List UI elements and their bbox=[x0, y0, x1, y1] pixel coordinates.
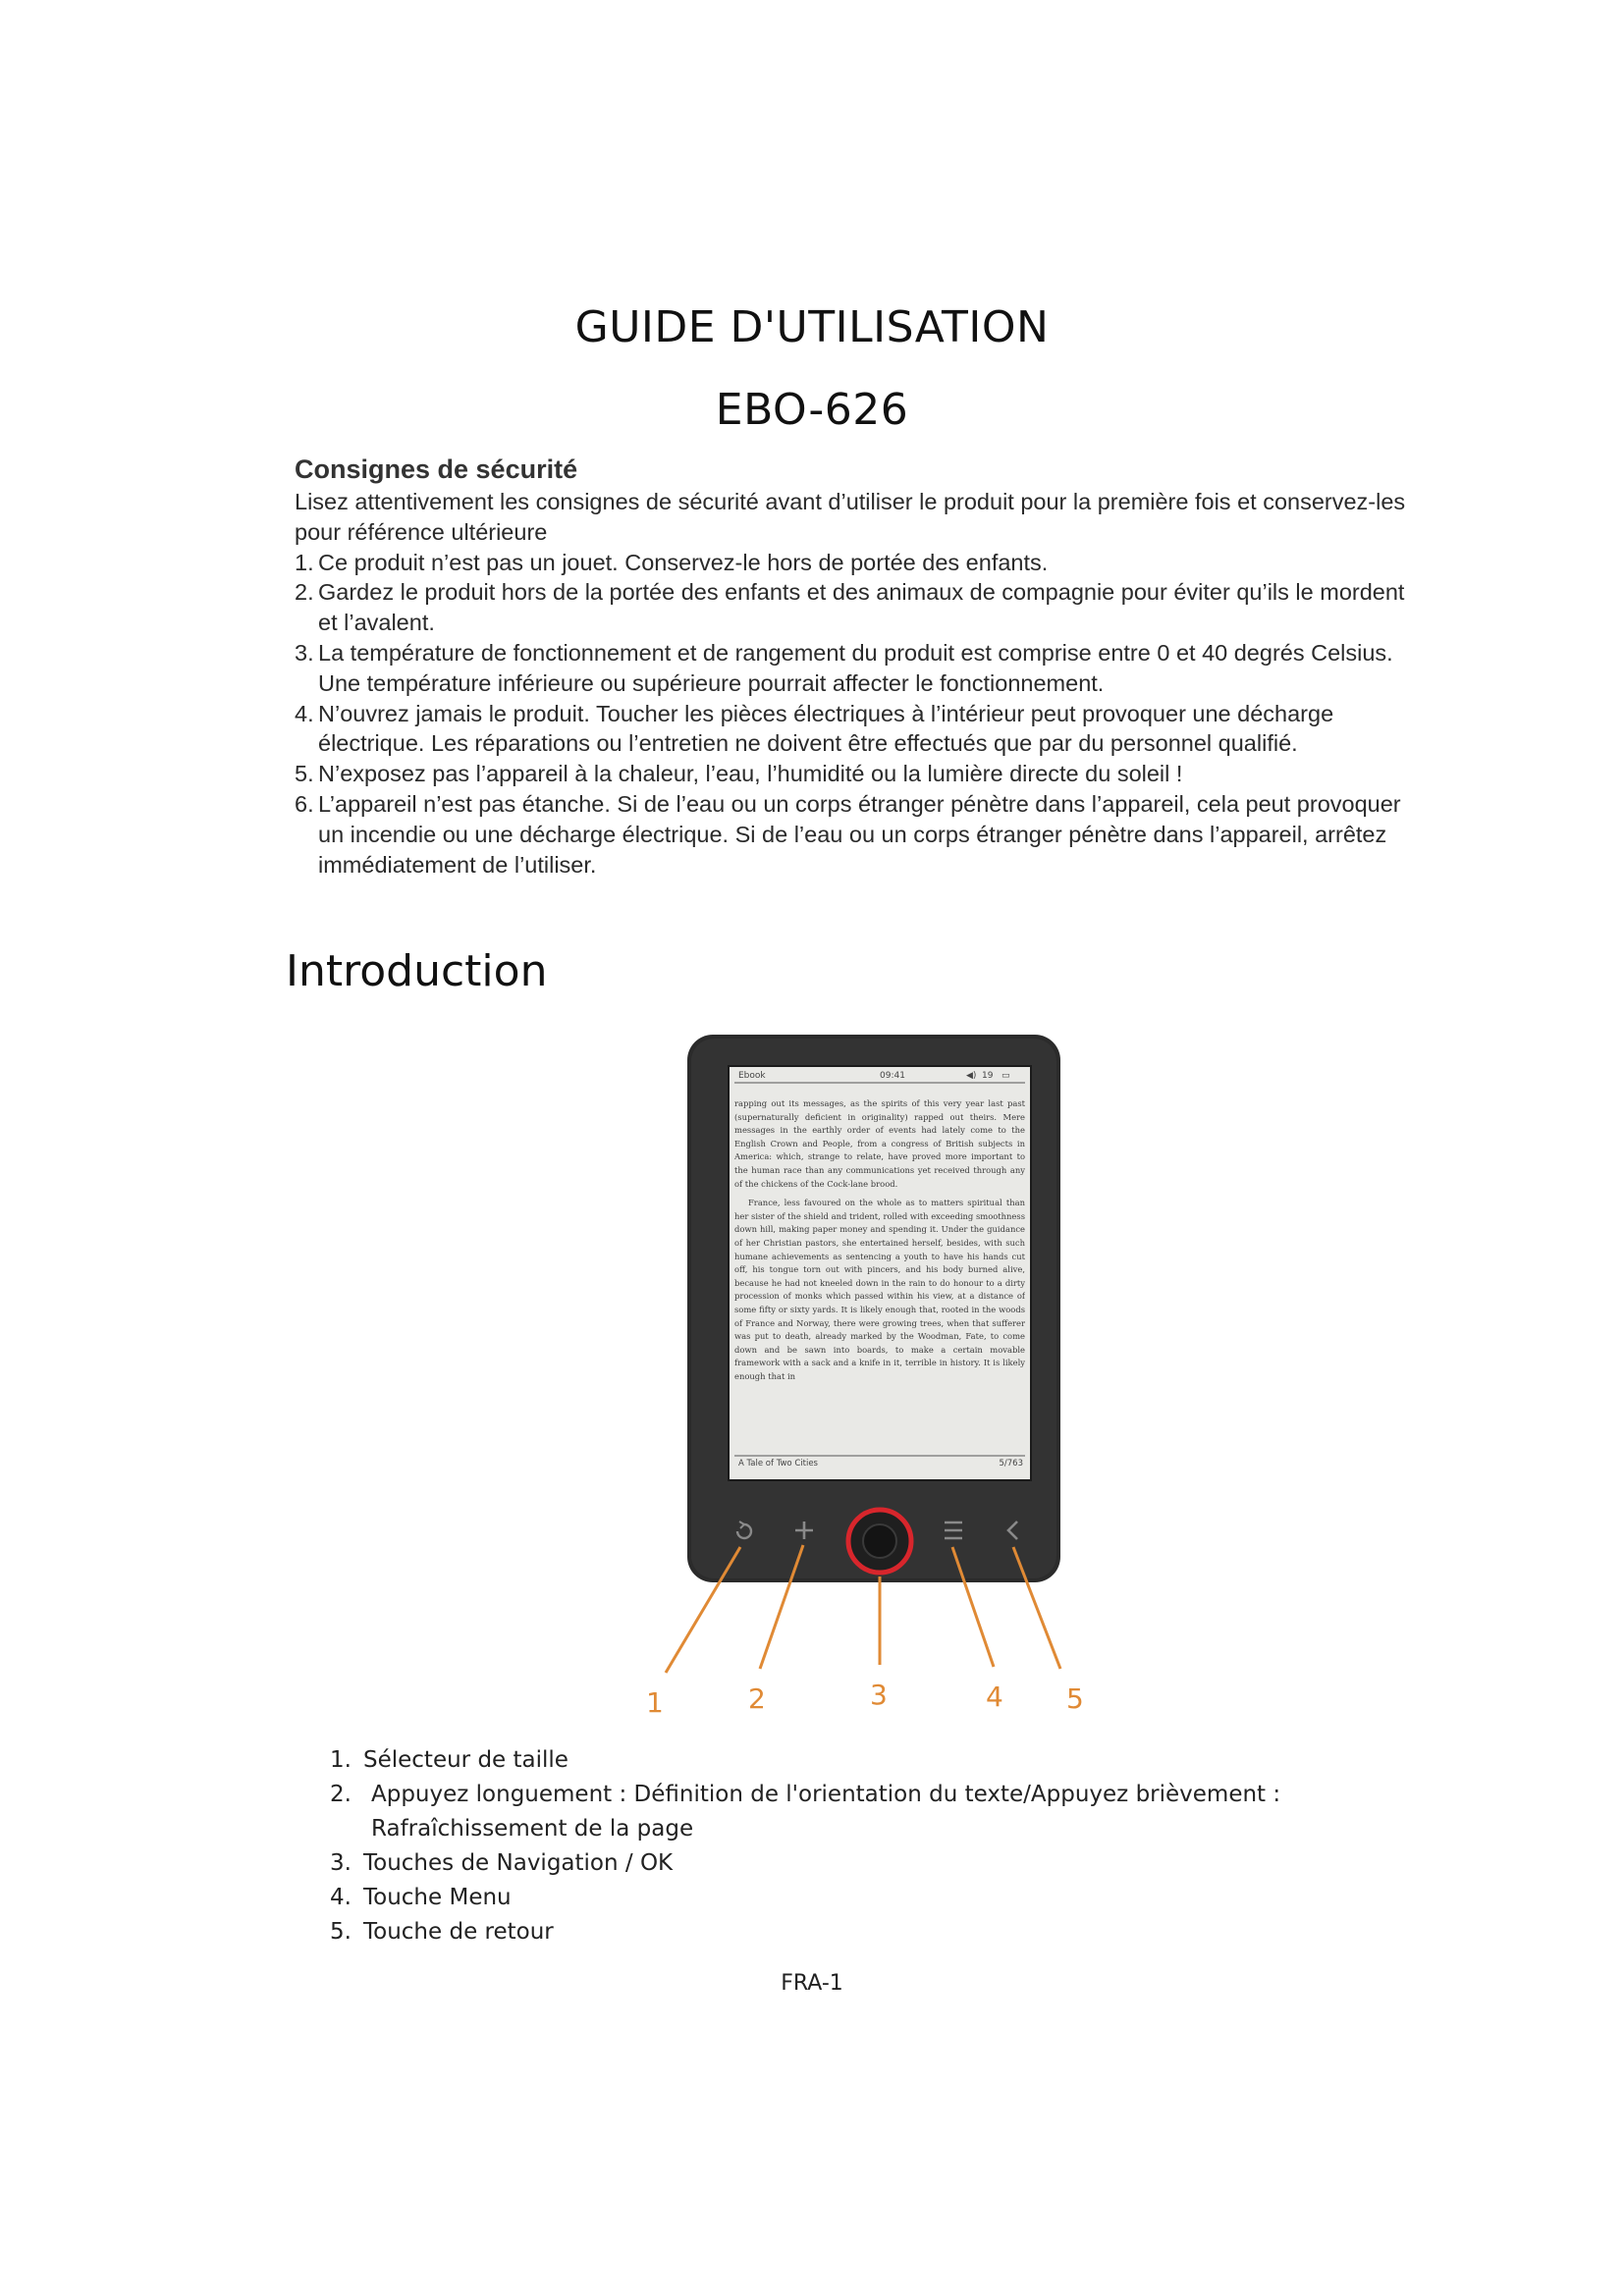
legend-item bbox=[330, 1743, 1430, 1778]
safety-item-number: 2. bbox=[295, 579, 314, 606]
safety-item-text: Ce produit n’est pas un jouet. Conservez-le hors de portée des enfants. bbox=[318, 549, 1049, 575]
safety-item-text: L’appareil n’est pas étanche. Si de l’eau ou un corps étranger pénètre dans l’appareil, cela peut provoquer un incendie ou une décharge électrique. Si de l’eau ou un corps étranger pénètre dans l’appareil, arrêtez immédiatement de l’utiliser. bbox=[318, 790, 1401, 878]
safety-item-text: La température de fonctionnement et de rangement du produit est comprise entre 0 et 40 degrés Celsius. Une température inférieure ou supérieure pourrait affecter le fonctionnement. bbox=[318, 639, 1393, 696]
safety-item-number: 5. bbox=[295, 761, 314, 787]
document-title: GUIDE D'UTILISATION bbox=[574, 302, 1050, 352]
legend-list bbox=[330, 1743, 1430, 1949]
safety-item bbox=[295, 548, 1414, 578]
safety-item-number: 1. bbox=[295, 549, 314, 575]
legend-item bbox=[330, 1881, 1430, 1915]
screen-clock: 09:41 bbox=[880, 1071, 905, 1081]
screen-footer bbox=[738, 1459, 1023, 1472]
legend-item bbox=[330, 1778, 1430, 1846]
safety-list bbox=[295, 548, 1414, 881]
callout-1: 1 bbox=[646, 1686, 664, 1719]
safety-item bbox=[295, 577, 1414, 638]
button-legend bbox=[330, 1743, 1430, 1949]
legend-item-number: 4. bbox=[330, 1885, 352, 1910]
model-number: EBO-626 bbox=[715, 385, 909, 435]
screen-book-title: A Tale of Two Cities bbox=[738, 1459, 818, 1468]
safety-item-text: N’exposez pas l’appareil à la chaleur, l’eau, l’humidité ou la lumière directe du soleil ! bbox=[318, 761, 1183, 787]
screen-status-value: 19 bbox=[982, 1071, 994, 1081]
safety-item-text: Gardez le produit hors de la portée des enfants et des animaux de compagnie pour éviter qu’ils le mordent et l’avalent. bbox=[318, 579, 1405, 636]
legend-item-text: Touches de Navigation / OK bbox=[363, 1850, 674, 1876]
screen-status-bar bbox=[738, 1071, 1023, 1085]
callout-2: 2 bbox=[748, 1682, 766, 1715]
introduction-heading: Introduction bbox=[286, 946, 548, 996]
battery-icon: ▭ bbox=[1001, 1071, 1010, 1081]
legend-item-text: Touche Menu bbox=[363, 1885, 512, 1910]
safety-item-number: 4. bbox=[295, 700, 314, 726]
callout-3: 3 bbox=[870, 1679, 888, 1711]
legend-item-number: 1. bbox=[330, 1747, 352, 1773]
safety-item bbox=[295, 759, 1414, 789]
volume-icon: ◀) bbox=[966, 1071, 977, 1081]
safety-section bbox=[295, 454, 1414, 880]
safety-item-text: N’ouvrez jamais le produit. Toucher les pièces électriques à l’intérieur peut provoquer une décharge électrique. Les réparations ou l’entretien ne doivent être effectués que par du personnel qualifié. bbox=[318, 700, 1334, 757]
legend-item bbox=[330, 1915, 1430, 1949]
screen-paragraph: rapping out its messages, as the spirits of this very year last past (supernaturally deficient in originality) rapped out theirs. Mere messages in the earthly order of events had lately come to the English Crown and People, from a congress of British subjects in America: which, strange to relate, have proved more important to the human race than any communications yet received through any of the chickens of the Cock-lane brood. bbox=[734, 1098, 1025, 1189]
safety-heading: Consignes de sécurité bbox=[295, 454, 578, 484]
callout-4: 4 bbox=[986, 1681, 1003, 1713]
screen-app-name: Ebook bbox=[738, 1071, 766, 1081]
page-number: FRA-1 bbox=[781, 1971, 843, 1996]
legend-item-text: Touche de retour bbox=[363, 1919, 554, 1945]
legend-item-number: 5. bbox=[330, 1919, 352, 1945]
legend-item bbox=[330, 1846, 1430, 1881]
navigation-ok-button bbox=[848, 1510, 911, 1573]
callout-5: 5 bbox=[1066, 1682, 1084, 1715]
legend-item-text: Appuyez longuement : Définition de l'orientation du texte/Appuyez brièvement : Rafraîchissement de la page bbox=[371, 1782, 1281, 1842]
safety-item bbox=[295, 699, 1414, 760]
safety-item-number: 3. bbox=[295, 639, 314, 666]
screen-page-number: 5/763 bbox=[999, 1459, 1023, 1468]
safety-item bbox=[295, 638, 1414, 699]
screen-book-text bbox=[734, 1097, 1025, 1506]
legend-item-number: 2. bbox=[330, 1782, 352, 1807]
safety-item-number: 6. bbox=[295, 790, 314, 817]
legend-item-number: 3. bbox=[330, 1850, 352, 1876]
legend-item-text: Sélecteur de taille bbox=[363, 1747, 568, 1773]
safety-item bbox=[295, 789, 1414, 880]
screen-paragraph: France, less favoured on the whole as to matters spiritual than her sister of the shield and trident, rolled with exceeding smoothness down hill, making paper money and spending it. Under the guidance of her Christian pastors, she entertained herself, besides, with such humane achievements as sentencing a youth to have his hands cut off, his tongue torn out with pincers, and his body burned alive, because he had not kneeled down in the rain to do honour to a dirty procession of monks which passed within his view, at a distance of some fifty or sixty yards. It is likely enough that, rooted in the woods of France and Norway, there were growing trees, when that sufferer was put to death, already marked by the Woodman, Fate, to come down and be sawn into boards, to make a certain movable framework with a sack and a knife in it, terrible in history. It is likely enough that in bbox=[734, 1198, 1025, 1381]
safety-intro: Lisez attentivement les consignes de sécurité avant d’utiliser le produit pour la première fois et conservez-les pour référence ultérieure bbox=[295, 489, 1406, 545]
ereader-diagram bbox=[628, 1029, 1100, 1728]
